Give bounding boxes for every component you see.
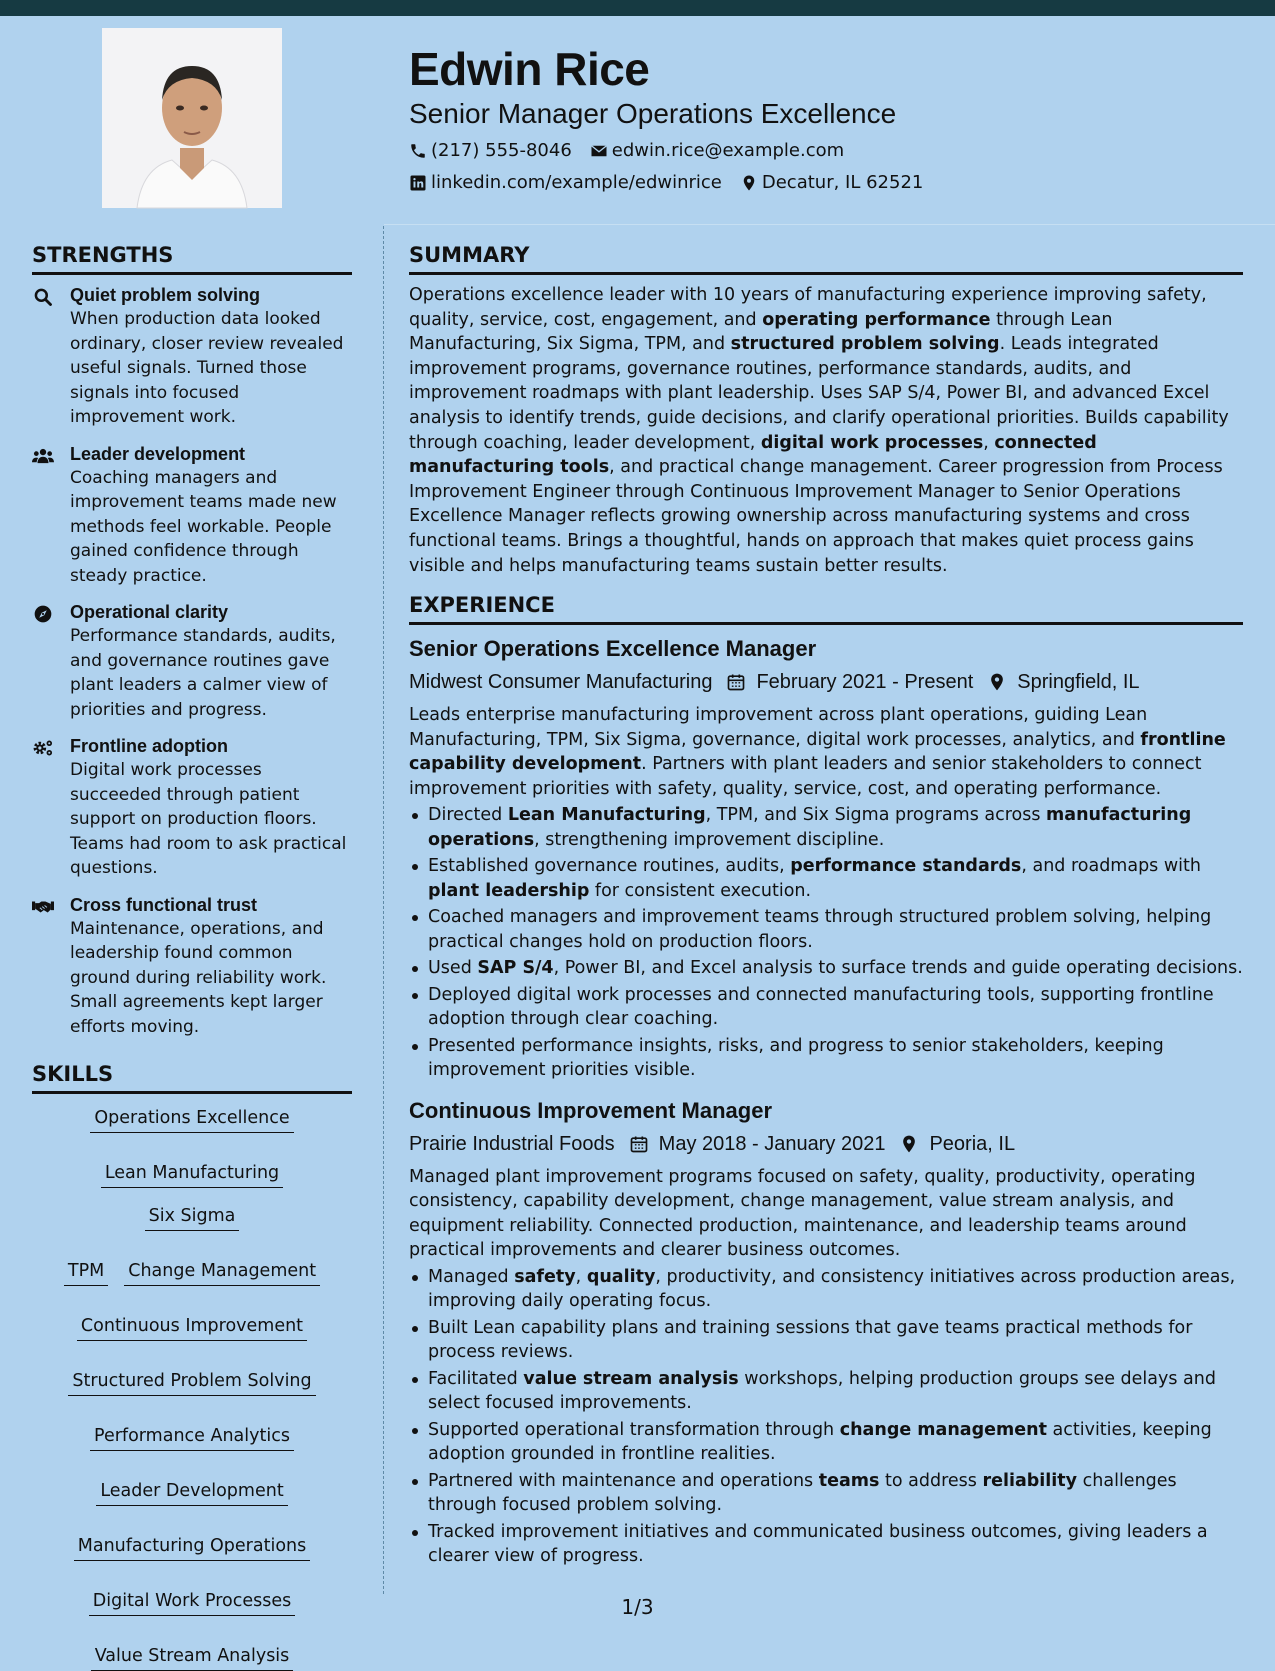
- job-bullets: [409, 803, 1243, 1083]
- job-title: Continuous Improvement Manager: [409, 1097, 773, 1123]
- phone-text: (217) 555-8046: [431, 140, 572, 161]
- strength-title: Operational clarity: [70, 602, 229, 622]
- location-item: [740, 170, 924, 196]
- text-run: Managed plant improvement programs focused on safety, quality, productivity, operating consistency, capability development, change management, value stream analysis, and equipment reliability. Connected production, maintenance, and leadership teams around practical improvements and clearer business outcomes.: [409, 1166, 1196, 1261]
- text-run: Presented performance insights, risks, and progress to senior stakeholders, keeping improvement priorities visible.: [428, 1035, 1164, 1081]
- skill-tag: Structured Problem Solving: [68, 1365, 315, 1396]
- job-dates-item: [726, 667, 973, 697]
- job-entry: [409, 1095, 1243, 1569]
- bullet-item: [409, 983, 1243, 1032]
- email-text: edwin.rice@example.com: [611, 140, 845, 161]
- skill-tag: Digital Work Processes: [89, 1585, 295, 1616]
- skill-tag: Operations Excellence: [90, 1102, 293, 1133]
- job-location: Peoria, IL: [929, 1132, 1016, 1155]
- strengths-list: [32, 283, 352, 1039]
- text-run: challenges through focused problem solving.: [428, 1470, 1177, 1516]
- text-run: , and practical change management. Career progression from Process Improvement Engineer through Continuous Improvement Manager to Senior Operations Excellence Manager reflects growing ownership across manufacturing systems and cross functional teams. Brings a thoughtful, hands on approach that makes quiet process gains visible and helps manufacturing teams sustain better results.: [409, 457, 1223, 576]
- text-run: Coached managers and improvement teams through structured problem solving, helping practical changes hold on production floors.: [428, 907, 1212, 952]
- job-description: [409, 703, 1243, 801]
- bold-phrase: safety: [514, 1266, 576, 1287]
- map-pin-icon: [740, 174, 758, 192]
- bold-phrase: frontline capability development: [409, 729, 1226, 775]
- skills-heading: SKILLS: [32, 1057, 352, 1094]
- right-column: [409, 238, 1243, 1571]
- envelope-icon: [590, 142, 608, 160]
- candidate-name: Edwin Rice: [409, 43, 650, 95]
- text-run: , productivity, and consistency initiatives across production areas, improving daily operating focus.: [428, 1266, 1236, 1312]
- text-run: to address: [879, 1470, 983, 1491]
- strength-item: [32, 734, 352, 881]
- job-title: Senior Operations Excellence Manager: [409, 636, 817, 662]
- experience-list: [409, 633, 1243, 1569]
- bold-phrase: SAP S/4: [477, 958, 554, 979]
- bullet-item: [409, 905, 1243, 954]
- experience-heading: EXPERIENCE: [409, 588, 1243, 625]
- skill-tag: Continuous Improvement: [77, 1310, 307, 1341]
- bold-phrase: teams: [818, 1470, 880, 1491]
- job-description: [409, 1165, 1243, 1263]
- text-run: , and roadmaps with: [1021, 856, 1201, 877]
- job-location-item: [987, 667, 1139, 697]
- linkedin-icon: [409, 174, 427, 192]
- phone-icon: [409, 142, 427, 160]
- map-pin-icon: [987, 672, 1007, 692]
- header: [409, 40, 1249, 196]
- text-run: . Partners with plant leaders and senior stakeholders to connect improvement priorities with safety, quality, service, cost, and operating performance.: [409, 754, 1202, 799]
- skill-tag: Leader Development: [96, 1475, 287, 1506]
- column-divider: [383, 226, 384, 1594]
- bold-phrase: digital work processes: [760, 432, 984, 453]
- job-dates: February 2021 - Present: [756, 671, 974, 694]
- compass-icon: [32, 600, 70, 722]
- bullet-item: [409, 1316, 1243, 1365]
- strength-item: [32, 600, 352, 722]
- text-run: Used: [428, 958, 478, 979]
- linkedin-text: linkedin.com/example/edwinrice: [431, 172, 722, 193]
- location-text: Decatur, IL 62521: [761, 172, 924, 193]
- strength-title: Cross functional trust: [70, 894, 258, 915]
- text-run: Directed: [428, 805, 508, 826]
- text-run: Tracked improvement initiatives and communicated business outcomes, giving leaders a clearer view of progress.: [428, 1521, 1208, 1567]
- text-run: for consistent execution.: [589, 880, 812, 901]
- strengths-heading: STRENGTHS: [32, 238, 352, 275]
- map-pin-icon: [899, 1134, 919, 1154]
- handshake-icon: [32, 893, 70, 1040]
- bold-phrase: plant leadership: [428, 880, 590, 901]
- strength-title: Frontline adoption: [70, 736, 228, 756]
- strength-text: Maintenance, operations, and leadership found common ground during reliability work. Small agreements kept larger efforts moving.: [70, 918, 327, 1037]
- bold-phrase: structured problem solving: [730, 334, 1000, 355]
- job-dates-item: [629, 1129, 886, 1159]
- summary-heading: SUMMARY: [409, 238, 1243, 275]
- text-run: Deployed digital work processes and connected manufacturing tools, supporting frontline adoption through clear coaching.: [428, 984, 1214, 1030]
- text-run: Established governance routines, audits,: [428, 856, 791, 877]
- skill-tag: Performance Analytics: [90, 1420, 294, 1451]
- bold-phrase: operating performance: [762, 309, 991, 330]
- text-run: Managed: [428, 1266, 515, 1287]
- text-run: activities, keeping adoption grounded in frontline realities.: [428, 1419, 1212, 1465]
- bullet-item: [409, 1265, 1243, 1314]
- users-icon: [32, 442, 70, 589]
- job-location-item: [899, 1129, 1015, 1159]
- bullet-item: [409, 1469, 1243, 1518]
- bullet-item: [409, 1418, 1243, 1467]
- page-number: 1/3: [621, 1595, 654, 1619]
- text-run: , strengthening improvement discipline.: [534, 829, 885, 850]
- strength-text: Coaching managers and improvement teams made new methods feel workable. People gained confidence through steady practice.: [70, 467, 337, 586]
- skills-list: [32, 1102, 352, 1671]
- strength-text: When production data looked ordinary, closer review revealed useful signals. Turned those signals into focused improvement work.: [70, 309, 344, 427]
- text-run: Operations excellence leader with 10 years of manufacturing experience improving safety, quality, service, cost, engagement, and: [409, 285, 1207, 330]
- phone-item[interactable]: [409, 138, 572, 164]
- text-run: ,: [983, 432, 995, 453]
- bold-phrase: performance standards: [790, 856, 1022, 877]
- job-entry: [409, 633, 1243, 1083]
- text-run: . Leads integrated improvement programs, governance routines, performance standards, audits, and improvement roadmaps with plant leadership. Uses SAP S/4, Power BI, and advanced Excel analysis to identify trends, guide decisions, and clarify operational priorities. Builds capability through coaching, leader development,: [409, 334, 1229, 453]
- gears-icon: [32, 734, 70, 881]
- strength-text: Performance standards, audits, and governance routines gave plant leaders a calmer view of priorities and progress.: [70, 626, 336, 720]
- bold-phrase: Lean Manufacturing: [507, 805, 706, 826]
- bullet-item: [409, 803, 1243, 852]
- text-run: Facilitated: [428, 1368, 524, 1389]
- text-run: , TPM, and Six Sigma programs across: [705, 805, 1047, 826]
- text-run: ,: [575, 1266, 587, 1287]
- search-icon: [32, 283, 70, 430]
- text-run: , Power BI, and Excel analysis to surface trends and guide operating decisions.: [553, 958, 1243, 979]
- bold-phrase: connected manufacturing tools: [409, 432, 1097, 478]
- bold-phrase: quality: [586, 1266, 656, 1287]
- skill-tag: Manufacturing Operations: [74, 1530, 311, 1561]
- text-run: Leads enterprise manufacturing improvement across plant operations, guiding Lean Manufacturing, TPM, Six Sigma, governance, digital work processes, analytics, and: [409, 705, 1148, 750]
- summary-text: [409, 283, 1243, 578]
- bold-phrase: value stream analysis: [523, 1368, 739, 1389]
- bullet-item: [409, 1034, 1243, 1083]
- strength-title: Leader development: [70, 443, 246, 464]
- bold-phrase: change management: [839, 1419, 1047, 1440]
- strength-title: Quiet problem solving: [70, 285, 261, 305]
- contact-row-2: [409, 170, 1249, 196]
- bold-phrase: manufacturing operations: [428, 805, 1192, 850]
- job-company: Midwest Consumer Manufacturing: [409, 671, 713, 694]
- bold-phrase: reliability: [982, 1470, 1078, 1491]
- calendar-icon: [726, 672, 746, 692]
- strength-item: [32, 283, 352, 430]
- text-run: workshops, helping production groups see delays and select focused improvements.: [428, 1368, 1216, 1414]
- header-divider: [384, 224, 1275, 225]
- skill-tag: Lean Manufacturing: [101, 1157, 283, 1188]
- strength-item: [32, 893, 352, 1040]
- bullet-item: [409, 1367, 1243, 1416]
- skill-tag: Six Sigma: [145, 1200, 240, 1231]
- contact-row-1: [409, 138, 1249, 164]
- job-bullets: [409, 1265, 1243, 1569]
- text-run: Built Lean capability plans and training sessions that gave teams practical methods for process reviews.: [428, 1317, 1193, 1363]
- job-meta: [409, 1129, 1243, 1159]
- top-accent-bar: [0, 0, 1275, 16]
- calendar-icon: [629, 1134, 649, 1154]
- text-run: Supported operational transformation through: [428, 1419, 840, 1440]
- text-run: Partnered with maintenance and operations: [428, 1470, 819, 1491]
- job-dates: May 2018 - January 2021: [658, 1132, 886, 1155]
- strength-text: Digital work processes succeeded through patient support on production floors. Teams had room to ask practical questions.: [70, 760, 347, 878]
- skill-tag: Value Stream Analysis: [91, 1640, 294, 1671]
- job-meta: [409, 667, 1243, 697]
- profile-photo: [102, 28, 282, 208]
- candidate-title: Senior Manager Operations Excellence: [409, 98, 897, 129]
- email-item[interactable]: [590, 138, 844, 164]
- left-column: [32, 238, 352, 1671]
- skill-tag: Change Management: [124, 1255, 320, 1286]
- job-company: Prairie Industrial Foods: [409, 1132, 615, 1155]
- linkedin-item[interactable]: [409, 170, 722, 196]
- bullet-item: [409, 854, 1243, 903]
- text-run: through Lean Manufacturing, Six Sigma, TPM, and: [409, 309, 1113, 355]
- job-location: Springfield, IL: [1017, 671, 1140, 694]
- bullet-item: [409, 956, 1243, 981]
- bullet-item: [409, 1520, 1243, 1569]
- skill-tag: TPM: [64, 1255, 108, 1286]
- strength-item: [32, 442, 352, 589]
